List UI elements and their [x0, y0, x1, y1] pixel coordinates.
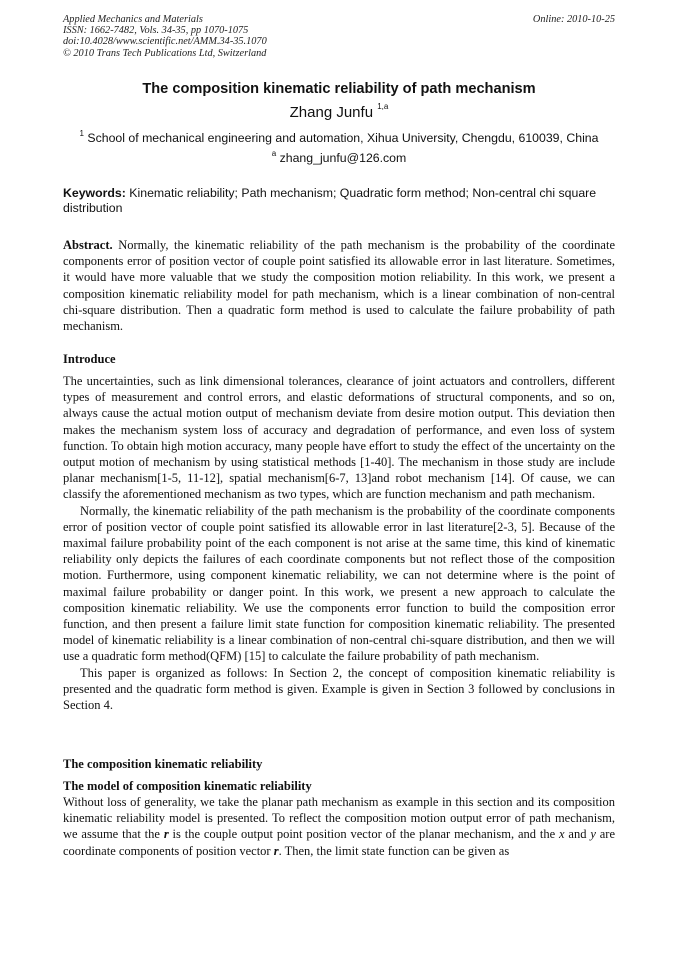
abstract-text: Normally, the kinematic reliability of the path mechanism is the probability of the coordinate components error of position vector of couple point satisfied its allowable error in last literature. Sometimes, it would have more valuable that we study the composition motion reliability. In this work, we present a composition kinematic reliability model for path mechanism, which is a linear combination of non-central chi-square distribution. Then a quadratic form method is used to calculate the failure probability of path mechanism. — [63, 238, 616, 334]
section-heading-composition: The composition kinematic reliability — [63, 757, 263, 771]
paragraph: The uncertainties, such as link dimensional tolerances, clearance of joint actuators and controllers, different types of measurement and control errors, and elastic deformations of structural components, and so on, always cause the actual motion output of mechanism deviate from desire motion output. This deviation then makes the mechanism system loss of accuracy and degradation of performance, and even loss of system function. To obtain high motion accuracy, many people have effort to study the effect of the uncertainty on the output motion of mechanism by using statistical methods [1-40]. The mechanism in those study are include planar mechanism[1-5, 11-12], spatial mechanism[6-7, 13]and robot mechanism [14]. Of cause, we can classify the aforementioned mechanism as two types, which are function mechanism and path mechanism. — [63, 374, 615, 502]
copyright-line: © 2010 Trans Tech Publications Ltd, Switzerland — [63, 47, 267, 59]
keywords — [63, 186, 615, 216]
author-name: Zhang Junfu — [289, 104, 374, 121]
text-run: is the couple output point position vector of the planar mechanism, and the — [168, 827, 559, 842]
author-line — [0, 104, 678, 121]
model-paragraph — [63, 794, 615, 859]
paragraph: This paper is organized as follows: In Section 2, the concept of composition kinematic reliability is presented and the quadratic form method is given. Example is given in Section 3 followed by conclusions in Section 4. — [63, 665, 615, 713]
affiliation — [0, 131, 678, 145]
keywords-label: Keywords: — [63, 186, 126, 200]
text-run: and — [564, 827, 591, 842]
online-date: Online: 2010-10-25 — [532, 14, 615, 25]
paper-title: The composition kinematic reliability of path mechanism — [142, 81, 536, 97]
doi-line: doi:10.4028/www.scientific.net/AMM.34-35.1070 — [63, 36, 267, 48]
vector-r: r — [273, 843, 279, 858]
section-heading-introduce: Introduce — [63, 352, 116, 366]
abstract — [63, 237, 615, 334]
var-y: y — [590, 827, 596, 842]
author-email — [0, 151, 678, 165]
introduce-body — [63, 373, 615, 713]
journal-name: Applied Mechanics and Materials — [63, 14, 203, 25]
email-superscript: a — [271, 149, 277, 158]
journal-header — [63, 14, 615, 59]
affiliation-text: School of mechanical engineering and automation, Xihua University, Chengdu, 610039, China — [87, 131, 599, 145]
text-run: are coordinate components of position vector — [63, 827, 616, 858]
issn-line: ISSN: 1662-7482, Vols. 34-35, pp 1070-1075 — [63, 25, 249, 37]
subsection-heading-model: The model of composition kinematic reliability — [63, 779, 312, 793]
vector-r: r — [163, 827, 169, 842]
affiliation-superscript: 1 — [79, 129, 84, 138]
var-x: x — [559, 827, 565, 842]
text-run: Without loss of generality, we take the planar path mechanism as example in this section and its composition kinematic reliability model is presented. To reflect the composition motion output error of path mechanism, we assume that the — [63, 795, 615, 842]
abstract-label: Abstract. — [63, 238, 113, 252]
text-run: . Then, the limit state function can be given as — [278, 843, 510, 858]
email-text: zhang_junfu@126.com — [279, 151, 407, 165]
paragraph: Normally, the kinematic reliability of the path mechanism is the probability of the coordinate components error of position vector of couple point satisfied its allowable error in last literature[2-3, 5]. Because of the maximal failure probability point of the each component is not arise at the same time, this kind of kinematic reliability only depicts the failures of each coordinate components but not reflect those of the composition motion. Furthermore, using component kinematic reliability, we can not determine where is the point of maximal failure probability or danger point. In this work, we present a new approach to calculate the composition kinematic reliability. We use the components error function to build the composition error function, and then present a failure limit state function for composition kinematic reliability. The presented model of kinematic reliability is a linear combination of non-central chi-square distribution, and then we will use a quadratic form method(QFM) [15] to calculate the failure probability of path mechanism. — [63, 503, 615, 664]
keywords-text: Kinematic reliability; Path mechanism; Quadratic form method; Non-central chi square distribution — [63, 186, 597, 215]
author-superscript: 1,a — [377, 102, 389, 111]
